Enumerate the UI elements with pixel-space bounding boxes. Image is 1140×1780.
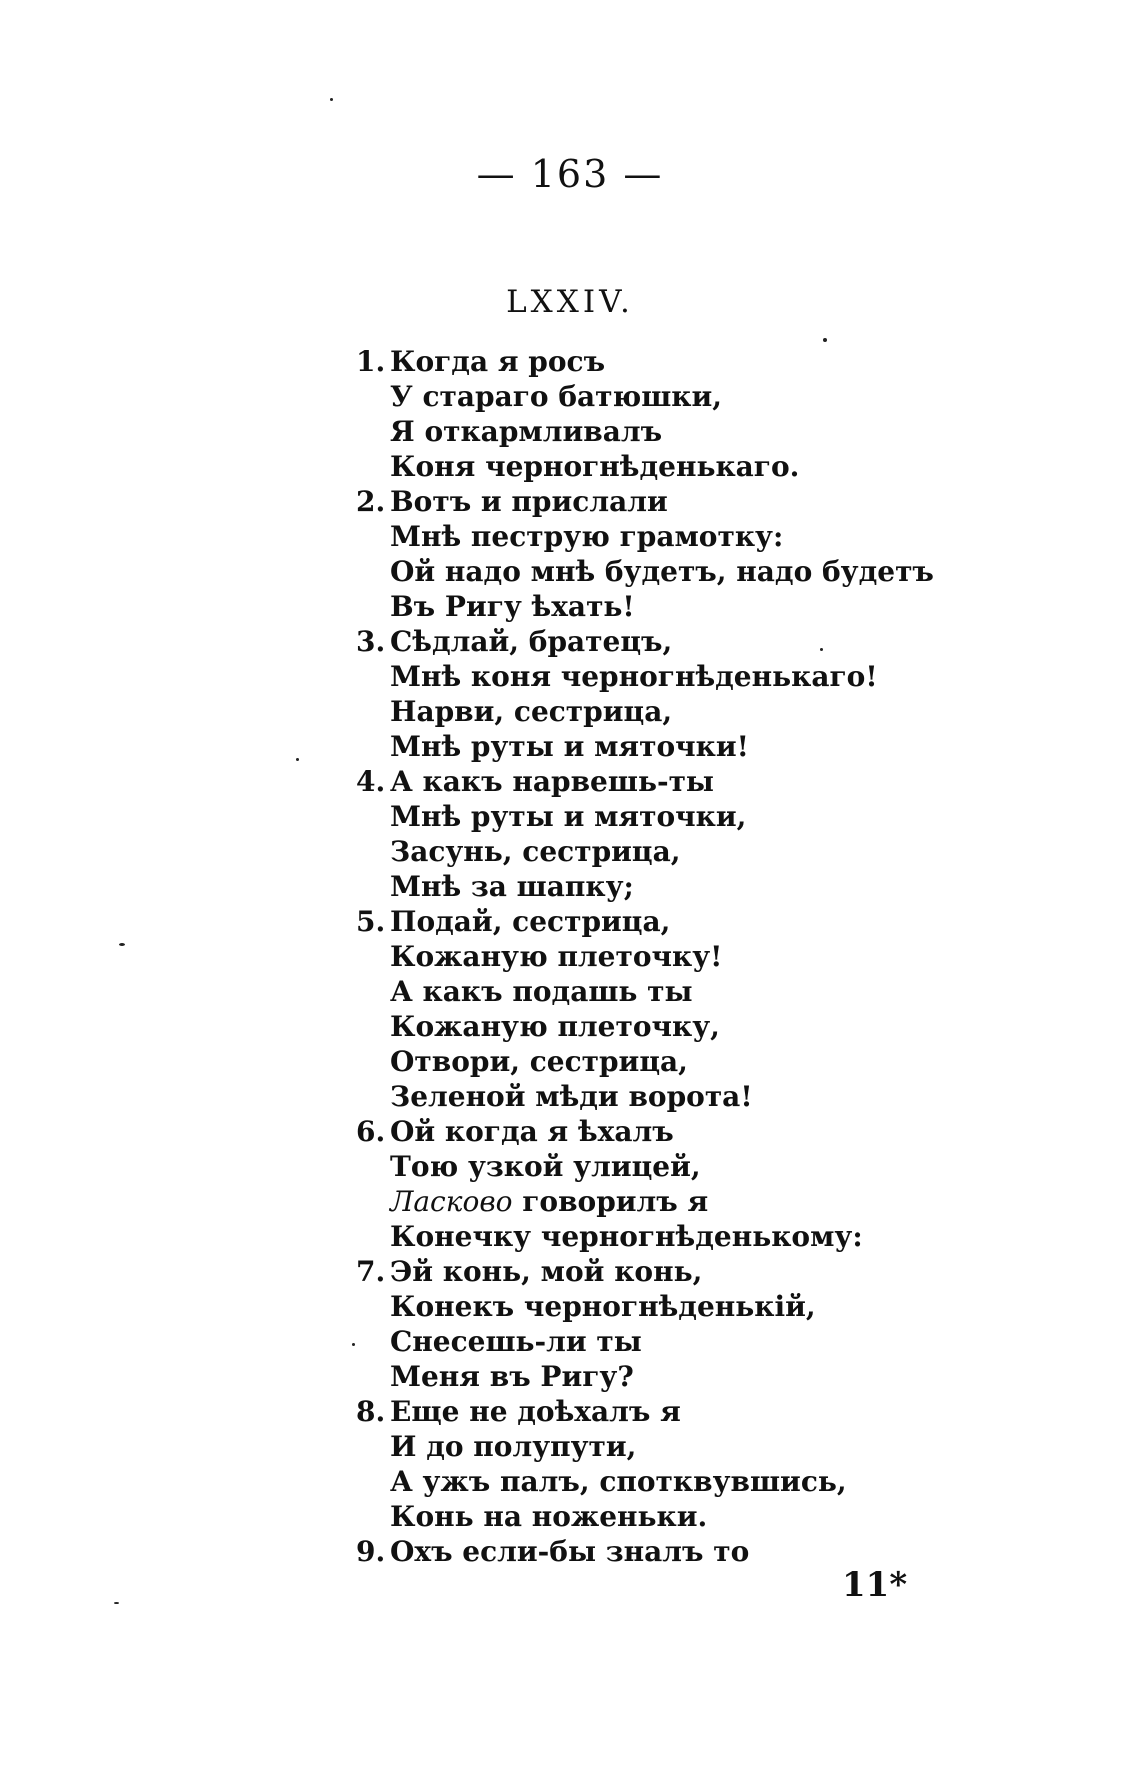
line-text: У стараго батюшки, (390, 380, 723, 413)
scan-speck (823, 338, 827, 342)
stanza-number (356, 1464, 390, 1499)
stanza-number (356, 1184, 390, 1219)
stanza-first-line (356, 764, 916, 799)
line-text: А какъ нарвешь-ты (390, 765, 714, 798)
poem (356, 344, 934, 1569)
line-text: Подай, сестрица, (390, 905, 671, 938)
line-text: Мнѣ коня черногнѣденькаго! (390, 660, 878, 693)
poem-line (356, 1464, 916, 1499)
poem-line (356, 1359, 916, 1394)
line-text: Нарви, сестрица, (390, 695, 673, 728)
poem-line (356, 659, 916, 694)
stanza-number: 6. (356, 1115, 386, 1148)
stanza-number: 8. (356, 1395, 386, 1428)
poem-line (356, 1289, 916, 1324)
stanza-number (356, 1499, 390, 1534)
stanza-number (356, 379, 390, 414)
line-text: Я откармливалъ (390, 415, 663, 448)
scan-speck (119, 943, 125, 946)
scan-speck (352, 1343, 355, 1346)
stanza-first-line (356, 1394, 916, 1429)
line-text: Ой когда я ѣхалъ (390, 1115, 674, 1148)
stanza-number (356, 799, 390, 834)
line-text: Ой надо мнѣ будетъ, надо будетъ (390, 555, 934, 588)
stanza-number (356, 1324, 390, 1359)
stanza-first-line (356, 1254, 916, 1289)
poem-line (356, 1044, 916, 1079)
poem-line (356, 449, 916, 484)
scan-speck (330, 98, 333, 101)
stanza-number (356, 449, 390, 484)
stanza-number: 5. (356, 905, 386, 938)
poem-line (356, 1149, 916, 1184)
italic-word: Ласково (390, 1185, 513, 1218)
stanza-number (356, 1044, 390, 1079)
poem-line (356, 694, 916, 729)
line-text: Тою узкой улицей, (390, 1150, 701, 1183)
stanza-number (356, 834, 390, 869)
line-text: Коня черногнѣденькаго. (390, 450, 800, 483)
poem-line (356, 939, 916, 974)
line-text: Мнѣ за шапку; (390, 870, 634, 903)
line-text: Вотъ и прислали (390, 485, 668, 518)
stanza-number (356, 414, 390, 449)
stanza-number: 3. (356, 625, 386, 658)
poem-line (356, 799, 916, 834)
scan-speck (296, 758, 299, 761)
stanza-number (356, 1359, 390, 1394)
stanza-number (356, 589, 390, 624)
section-title: LXXIV. (506, 284, 634, 320)
stanza-first-line (356, 904, 916, 939)
stanza-number (356, 694, 390, 729)
line-text: Засунь, сестрица, (390, 835, 681, 868)
stanza-number (356, 1219, 390, 1254)
page-number: — 163 — (476, 152, 664, 196)
stanza-first-line (356, 624, 916, 659)
stanza-number (356, 1149, 390, 1184)
scan-speck (820, 648, 823, 651)
stanza-number: 9. (356, 1535, 386, 1568)
line-text: Охъ если-бы зналъ то (390, 1535, 750, 1568)
poem-line (356, 869, 916, 904)
stanza-number (356, 869, 390, 904)
line-text-rest: говорилъ я (512, 1185, 709, 1218)
poem-line (356, 519, 916, 554)
line-text: Когда я росъ (390, 345, 606, 378)
stanza-number: 1. (356, 345, 386, 378)
stanza-first-line (356, 1114, 916, 1149)
poem-line (356, 974, 916, 1009)
stanza-number (356, 729, 390, 764)
line-text: А какъ подашь ты (390, 975, 693, 1008)
poem-line (356, 1184, 916, 1219)
line-text: Мнѣ руты и мяточки! (390, 730, 749, 763)
stanza-number: 4. (356, 765, 386, 798)
line-text: Конечку черногнѣденькому: (390, 1220, 863, 1253)
poem-line (356, 1429, 916, 1464)
poem-line (356, 729, 916, 764)
line-text: Мнѣ руты и мяточки, (390, 800, 747, 833)
line-text: Еще не доѣхалъ я (390, 1395, 681, 1428)
poem-line (356, 1499, 916, 1534)
poem-line (356, 1009, 916, 1044)
stanza-number (356, 1429, 390, 1464)
stanza-number (356, 939, 390, 974)
stanza-number (356, 1289, 390, 1324)
line-text: Зеленой мѣди ворота! (390, 1080, 753, 1113)
scan-speck (114, 1602, 119, 1604)
poem-line (356, 1079, 916, 1114)
stanza-number (356, 1009, 390, 1044)
line-text: Мнѣ пеструю грамотку: (390, 520, 784, 553)
stanza-number (356, 519, 390, 554)
line-text: Конекъ черногнѣденькій, (390, 1290, 816, 1323)
line-text: Кожаную плеточку! (390, 940, 723, 973)
line-text: Въ Ригу ѣхать! (390, 590, 635, 623)
line-text: Конь на ноженьки. (390, 1500, 708, 1533)
stanza-first-line (356, 344, 916, 379)
line-text (390, 1184, 708, 1219)
poem-line (356, 554, 934, 589)
line-text: Снесешь-ли ты (390, 1325, 642, 1358)
signature-mark: 11* (842, 1565, 908, 1605)
poem-line (356, 589, 916, 624)
stanza-number (356, 554, 390, 589)
poem-line (356, 379, 916, 414)
line-text: А ужъ палъ, спотквувшись, (390, 1465, 847, 1498)
poem-line (356, 834, 916, 869)
poem-line (356, 1324, 916, 1359)
line-text: Меня въ Ригу? (390, 1360, 634, 1393)
stanza-number (356, 659, 390, 694)
stanza-number: 7. (356, 1255, 386, 1288)
line-text: Сѣдлай, братецъ, (390, 625, 673, 658)
line-text: Эй конь, мой конь, (390, 1255, 703, 1288)
stanza-number: 2. (356, 485, 386, 518)
stanza-first-line (356, 1534, 916, 1569)
poem-line (356, 1219, 916, 1254)
line-text: И до полупути, (390, 1430, 637, 1463)
stanza-number (356, 974, 390, 1009)
line-text: Отвори, сестрица, (390, 1045, 688, 1078)
line-text: Кожаную плеточку, (390, 1010, 720, 1043)
poem-line (356, 414, 916, 449)
stanza-number (356, 1079, 390, 1114)
stanza-first-line (356, 484, 916, 519)
